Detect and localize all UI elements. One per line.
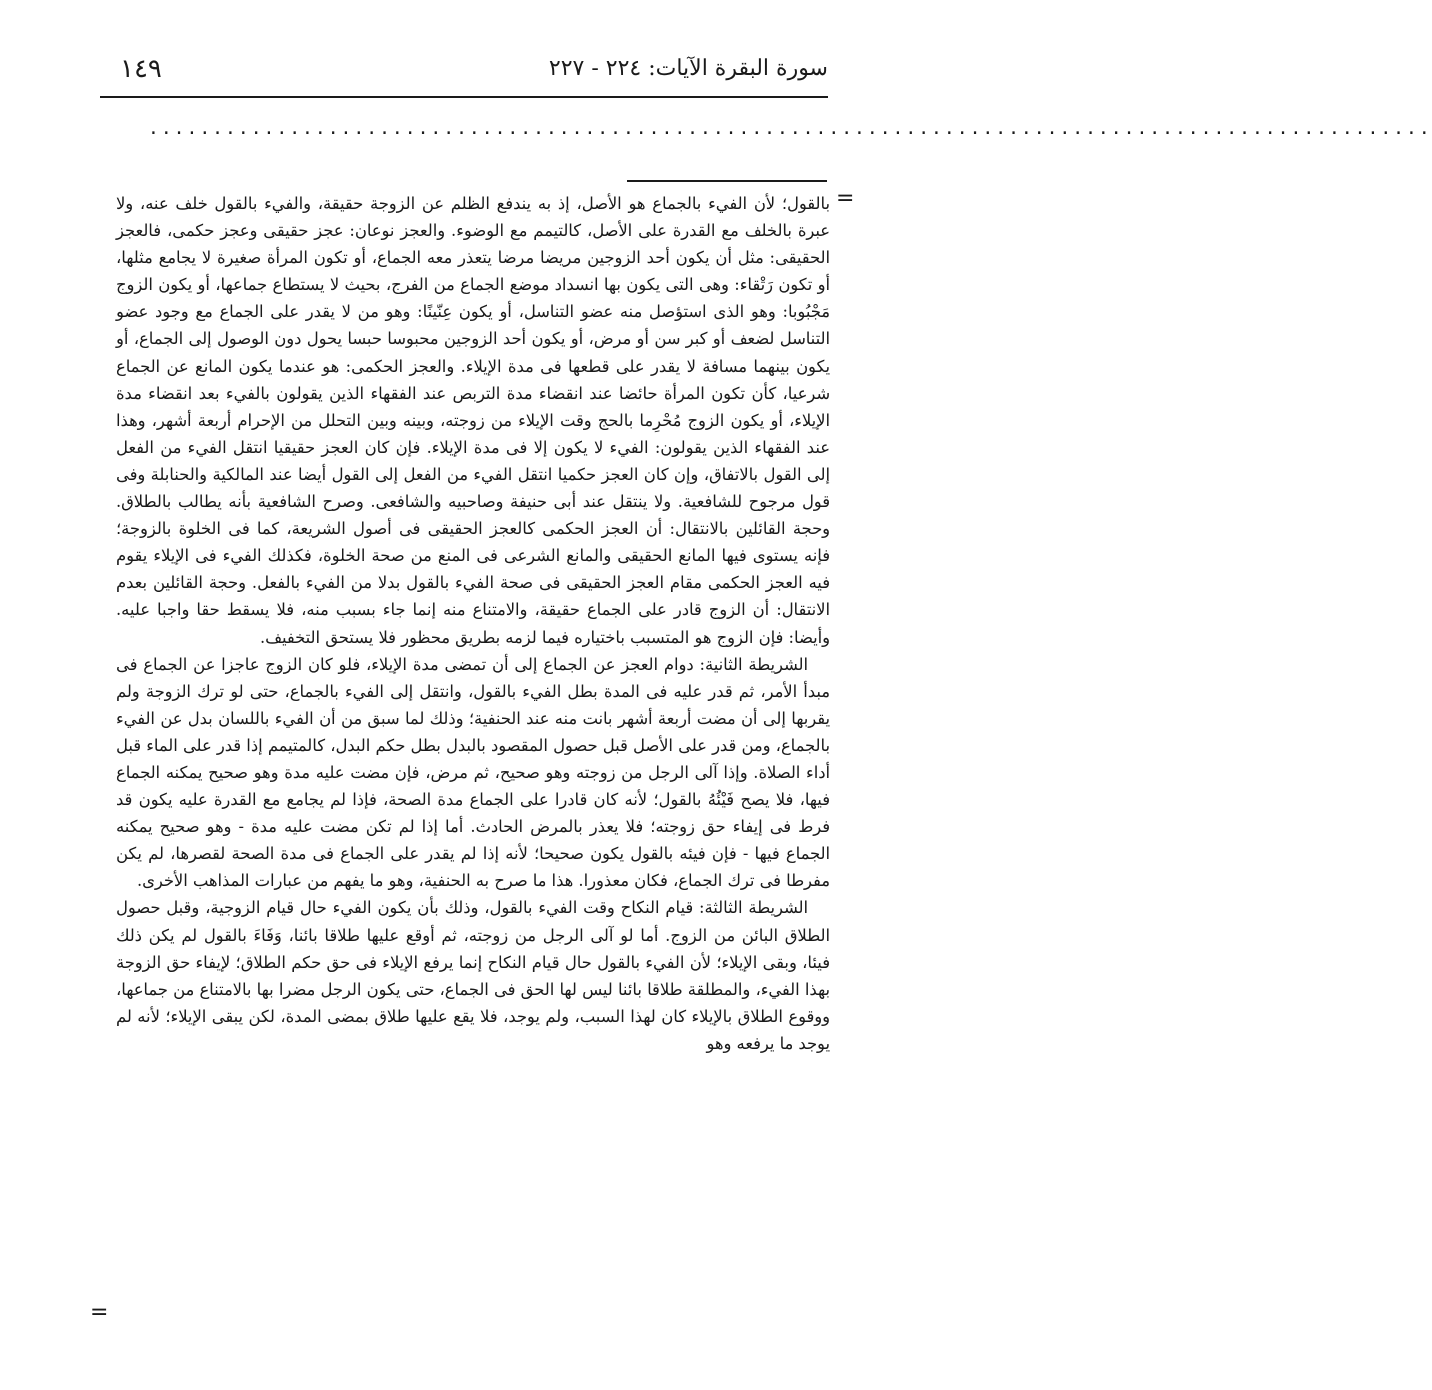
paragraph-third-condition: الشريطة الثالثة: قيام النكاح وقت الفيء بالقول، وذلك بأن يكون الفيء حال قيام الزوجية، وقبل حصول الطلاق البائن من الزوج. أما لو آلى الرجل من زوجته، ثم أوقع عليها طلاقا بائنا، وَفَاءَ بالقول لم يكن ذلك فيئا، وبقى الإيلاء؛ لأن الفيء بالقول حال قيام النكاح إنما يرفع الإيلاء فى حق حكم الطلاق؛ لإيفاء حق الزوجة بهذا الفيء، والمطلقة طلاقا بائنا ليس لها الحق فى الجماع، حتى يكون الرجل مضرا بها بالامتناع من جماعها، ووقوع الطلاق بالإيلاء كان لهذا السبب، ولم يوجد، فلا يقع عليها طلاق بمضى المدة، لكن يبقى الإيلاء؛ لأنه لم يوجد ما يرفعه وهو [116,898,830,1053]
running-title: سورة البقرة الآيات: ٢٢٤ - ٢٢٧ [548,56,828,81]
continuation-marker-bottom: = [90,1300,109,1325]
paragraph-second-condition: الشريطة الثانية: دوام العجز عن الجماع إلى أن تمضى مدة الإيلاء، فلو كان الزوج عاجزا عن الجماع فى مبدأ الأمر، ثم قدر عليه فى المدة بطل الفيء بالقول، وانتقل إلى الفيء بالجماع، حتى لو ترك الزوجة ولم يقربها إلى أن مضت أربعة أشهر بانت منه عند الحنفية؛ وذلك لما سبق من أن الفيء باللسان بدل عن الفيء بالجماع، ومن قدر على الأصل قبل حصول المقصود بالبدل بطل حكم البدل، كالمتيمم إذا قدر على الماء قبل أداء الصلاة. وإذا آلى الرجل من زوجته وهو صحيح، ثم مرض، فإن مضت عليه مدة وهو صحيح يمكنه الجماع فيها، فلا يصح فَيْئُهُ بالقول؛ لأنه كان قادرا على الجماع مدة الصحة، فإذا لم يجامع مع القدرة عليه يكون قد فرط فى إيفاء حق زوجته؛ فلا يعذر بالمرض الحادث. أما إذا لم تكن مضت عليه مدة - وهو صحيح يمكنه الجماع فيها - فإن فيئه بالقول يكون صحيحا؛ لأنه إذا لم يقدر على الجماع فى مدة الصحة لقصرها، لم يكن مفرطا فى ترك الجماع، فكان معذورا. هذا ما صرح به الحنفية، وهو ما يفهم من عبارات المذاهب الأخرى. [116,654,830,891]
page-number: ١٤٩ [120,54,162,84]
footnote-rule [627,180,827,182]
page-header [100,50,828,98]
paragraph-first: بالقول؛ لأن الفيء بالجماع هو الأصل، إذ به يندفع الظلم عن الزوجة حقيقة، والفيء بالقول خلف عنه، ولا عبرة بالخلف مع القدرة على الأصل، كالتيمم مع الوضوء. والعجز نوعان: عجز حقيقى وعجز حكمى، فالعجز الحقيقى: مثل أن يكون أحد الزوجين مريضا مرضا يتعذر معه الجماع، أو تكون المرأة صغيرة لا يجامع مثلها، أو تكون رَتْقاء: وهى التى يكون بها انسداد موضع الجماع من الفرج، بحيث لا يستطاع جماعها، أو يكون الزوج مَجْبُوبا: وهو الذى استؤصل منه عضو التناسل، أو يكون عِنّينًا: وهو من لا يقدر على الجماع مع وجود عضو التناسل لضعف أو كبر سن أو مرض، أو يكون أحد الزوجين محبوسا حبسا يحول دون الوصول إلى الجماع، أو يكون بينهما مسافة لا يقدر على قطعها فى مدة الإيلاء. والعجز الحكمى: هو عندما يكون المانع عن الجماع شرعيا، كأن تكون المرأة حائضا عند انقضاء مدة التربص عند الفقهاء الذين يقولون بالفيء بعد انقضاء مدة الإيلاء، أو يكون الزوج مُحْرِما بالحج وقت الإيلاء من زوجته، وبينه وبين التحلل من الإحرام أربعة أشهر، وهذا عند الفقهاء الذين يقولون: الفيء لا يكون إلا فى مدة الإيلاء. فإن كان العجز حقيقيا انتقل الفيء من الفعل إلى القول بالاتفاق، وإن كان العجز حكميا انتقل الفيء من الفعل إلى القول أيضا عند المالكية والحنابلة وفى قول مرجوح للشافعية. ولا ينتقل عند أبى حنيفة وصاحبيه والشافعى. وصرح الشافعية بأنه يطالب بالطلاق. وحجة القائلين بالانتقال: أن العجز الحكمى كالعجز الحقيقى فى أصول الشريعة، كما فى الخلوة بالزوجة؛ فإنه يستوى فيها المانع الحقيقى والمانع الشرعى فى المنع من صحة الخلوة، فكذلك الفيء فى الإيلاء يقوم فيه العجز الحكمى مقام العجز الحقيقى فى صحة الفيء بالقول بدلا من الفيء بالفعل. وحجة القائلين بعدم الانتقال: أن الزوج قادر على الجماع حقيقة، والامتناع منه إنما جاء بسبب منه، فلا يسقط حقا واجبا عليه. وأيضا: فإن الزوج هو المتسبب باختياره فيما لزمه بطريق محظور فلا يستحق التخفيف. [116,194,830,647]
body-text [116,190,830,1057]
separator-dots: .................................................................................................... [148,118,1432,139]
continuation-marker-top: = [836,186,855,211]
